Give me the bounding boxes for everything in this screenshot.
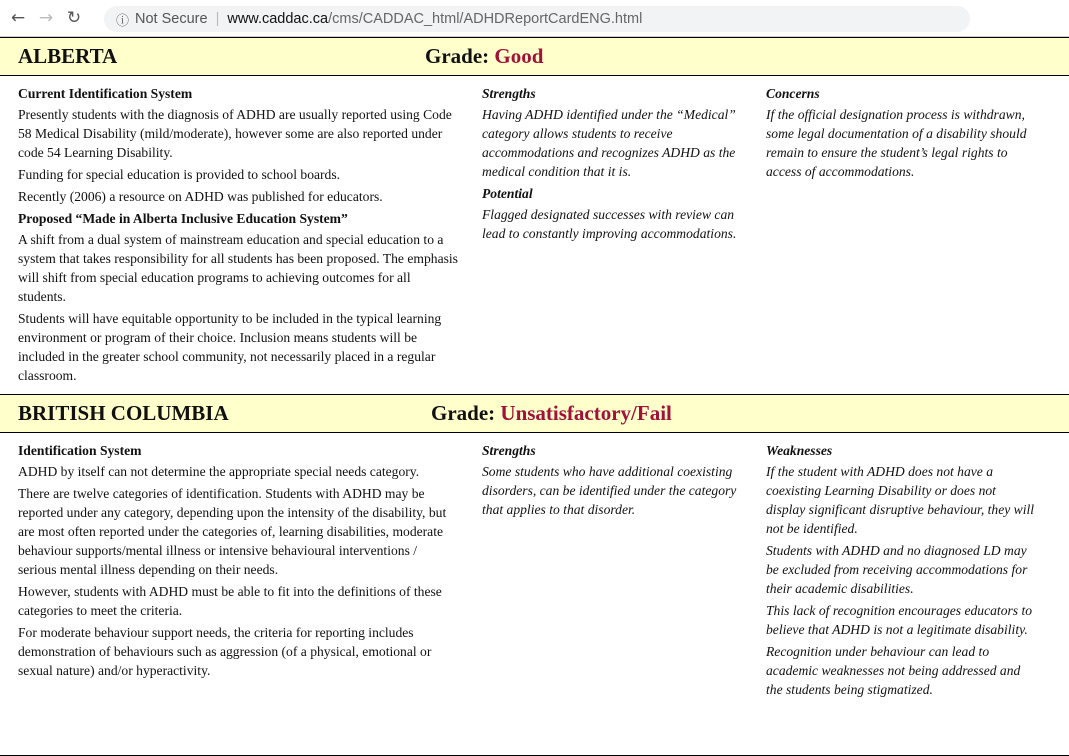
reload-icon[interactable]: ↻ — [66, 8, 82, 28]
left-column — [18, 441, 458, 749]
subsection-heading: Strengths — [482, 86, 536, 101]
province-header — [0, 394, 1069, 433]
subsection-heading: Current Identification System — [18, 86, 193, 101]
grade-label: Grade: — [425, 44, 490, 68]
paragraph: Recently (2006) a resource on ADHD was published for educators. — [18, 189, 383, 204]
paragraph: Recognition under behaviour can lead to academic weaknesses not being addressed and the students being stigmatized. — [766, 644, 1021, 697]
subsection-heading: Potential — [482, 186, 533, 201]
left-column — [18, 84, 458, 388]
security-label: Not Secure — [135, 11, 208, 27]
province-details — [0, 76, 1069, 394]
browser-toolbar — [0, 0, 1069, 37]
right-column — [766, 84, 1036, 388]
paragraph: There are twelve categories of identification. Students with ADHD may be reported under any category, depending upon the intensity of the disability, but are most often reported under the categories of, learning disabilities, moderate behaviour supports/mental illness or intensive behavioural interventions / serious mental illness depending on their needs. — [18, 486, 447, 577]
grade-value: Unsatisfactory/Fail — [500, 401, 672, 425]
url-host: www.caddac.ca — [227, 11, 329, 27]
url-path: /cms/CADDAC_html/ADHDReportCardENG.html — [328, 11, 643, 27]
paragraph: If the official designation process is withdrawn, some legal documentation of a disability should remain to ensure the student’s legal rights to access of accommodations. — [766, 107, 1027, 179]
paragraph: For moderate behaviour support needs, the criteria for reporting includes demonstration of behaviours such as aggression (of a physical, emotional or sexual nature) and/or hyperactivity. — [18, 625, 432, 678]
subsection-heading: Concerns — [766, 86, 820, 101]
paragraph: Presently students with the diagnosis of ADHD are usually reported using Code 58 Medical Disability (mild/moderate), however some are also reported under code 54 Learning Disability. — [18, 107, 452, 160]
subsection-heading: Identification System — [18, 443, 142, 458]
grade — [425, 44, 543, 69]
paragraph: Students with ADHD and no diagnosed LD may be excluded from receiving accommodations for their academic disabilities. — [766, 543, 1028, 596]
province-details — [0, 433, 1069, 755]
grade-label: Grade: — [431, 401, 496, 425]
paragraph: Flagged designated successes with review can lead to constantly improving accommodations. — [482, 207, 737, 241]
subsection-heading: Proposed “Made in Alberta Inclusive Education System” — [18, 211, 348, 226]
paragraph: ADHD by itself can not determine the appropriate special needs category. — [18, 464, 420, 479]
paragraph: Funding for special education is provided to school boards. — [18, 167, 341, 182]
report-card — [0, 37, 1069, 755]
province-header — [0, 37, 1069, 76]
grade — [431, 401, 672, 426]
paragraph: Students will have equitable opportunity to be included in the typical learning environment or program of their choice. Inclusion means students will be included in the greater school community, not necessarily placed in a regular classroom. — [18, 311, 442, 383]
paragraph: However, students with ADHD must be able to fit into the definitions of these categories to meet the criteria. — [18, 584, 442, 618]
subsection-heading: Weaknesses — [766, 443, 833, 458]
back-icon[interactable]: ← — [10, 8, 26, 28]
province-name: BRITISH COLUMBIA — [18, 401, 229, 425]
paragraph: A shift from a dual system of mainstream education and special education to a system that takes responsibility for all students has been proposed. The emphasis will shift from special education programs to achieving outcomes for all students. — [18, 232, 458, 304]
paragraph: Some students who have additional coexisting disorders, can be identified under the category that applies to that disorder. — [482, 464, 737, 517]
info-icon[interactable]: ⓘ — [116, 12, 130, 28]
forward-icon[interactable]: → — [38, 8, 54, 28]
subsection-heading: Strengths — [482, 443, 536, 458]
middle-column — [482, 441, 742, 749]
middle-column — [482, 84, 742, 388]
paragraph: Having ADHD identified under the “Medical” category allows students to receive accommodations and recognizes ADHD as the medical condition that it is. — [482, 107, 736, 179]
divider: | — [215, 11, 220, 27]
paragraph: If the student with ADHD does not have a coexisting Learning Disability or does not display significant disruptive behaviour, they will not be identified. — [766, 464, 1035, 536]
paragraph: This lack of recognition encourages educators to believe that ADHD is not a legitimate disability. — [766, 603, 1033, 637]
address-bar[interactable] — [104, 6, 970, 32]
grade-value: Good — [494, 44, 544, 68]
right-column — [766, 441, 1036, 749]
province-name: ALBERTA — [18, 44, 118, 68]
